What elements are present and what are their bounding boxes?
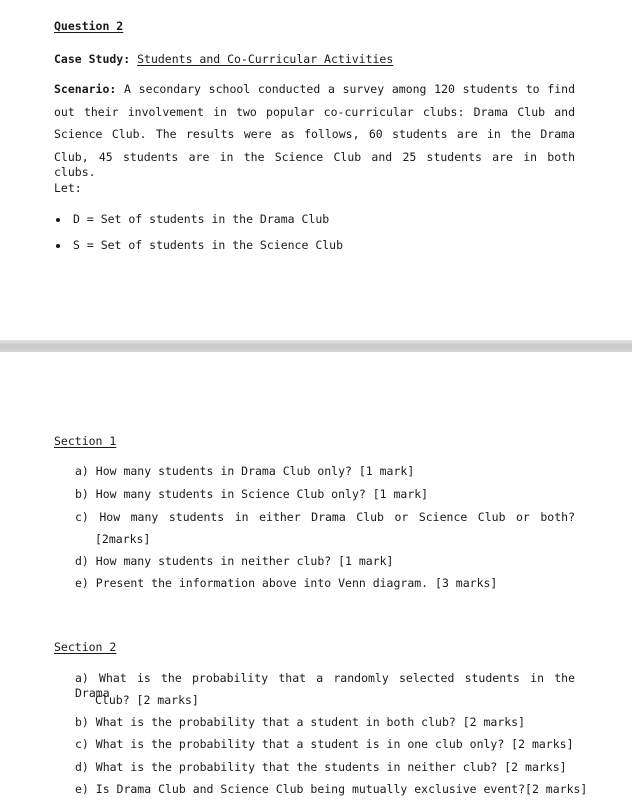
question-title: Question 2 — [54, 19, 124, 33]
case-study-label: Case Study: — [54, 52, 131, 66]
case-study-title: Students and Co-Curricular Activities — [137, 52, 394, 66]
section1-question-c-marks: [2marks] — [95, 532, 151, 546]
section1-question-d: d) How many students in neither club? [1 mark] — [75, 554, 394, 568]
bullet-icon — [56, 218, 60, 222]
let-label: Let: — [54, 181, 82, 195]
section2-question-c: c) What is the probability that a student is in one club only? [2 marks] — [75, 737, 574, 751]
scenario-label: Scenario: — [54, 82, 117, 96]
scenario-text-1: A secondary school conducted a survey among 120 students to find — [124, 82, 575, 96]
definition-s: S = Set of students in the Science Club — [73, 238, 344, 252]
section1-question-e: e) Present the information above into Venn diagram. [3 marks] — [75, 576, 498, 590]
section1-question-a: a) How many students in Drama Club only? [1 mark] — [75, 464, 415, 478]
section1-question-c: c) How many students in either Drama Club or Science Club or both? — [75, 510, 575, 524]
section2-question-d: d) What is the probability that the students in neither club? [2 marks] — [75, 760, 567, 774]
scenario-line-2: out their involvement in two popular co-curricular clubs: Drama Club and — [54, 105, 575, 119]
document-page-1 — [0, 0, 632, 340]
section1-title: Section 1 — [54, 434, 117, 448]
scenario-line-3: Science Club. The results were as follows, 60 students are in the Drama — [54, 127, 575, 141]
bullet-icon — [56, 244, 60, 248]
section2-question-e: e) Is Drama Club and Science Club being mutually exclusive event?[2 marks] — [75, 782, 588, 796]
section2-question-b: b) What is the probability that a student in both club? [2 marks] — [75, 715, 526, 729]
section2-question-a-cont: Club? [2 marks] — [95, 693, 199, 707]
section1-question-b: b) How many students in Science Club only? [1 mark] — [75, 487, 429, 501]
document-page-2 — [0, 352, 632, 810]
scenario-line-1 — [54, 82, 575, 97]
scenario-line-4: Club, 45 students are in the Science Club and 25 students are in both clubs. — [54, 150, 575, 179]
section2-question-a: a) What is the probability that a randomly selected students in the Drama — [75, 671, 575, 700]
case-study-heading — [54, 52, 393, 67]
definition-d: D = Set of students in the Drama Club — [73, 212, 330, 226]
section2-title: Section 2 — [54, 640, 117, 654]
page-separator — [0, 340, 632, 352]
